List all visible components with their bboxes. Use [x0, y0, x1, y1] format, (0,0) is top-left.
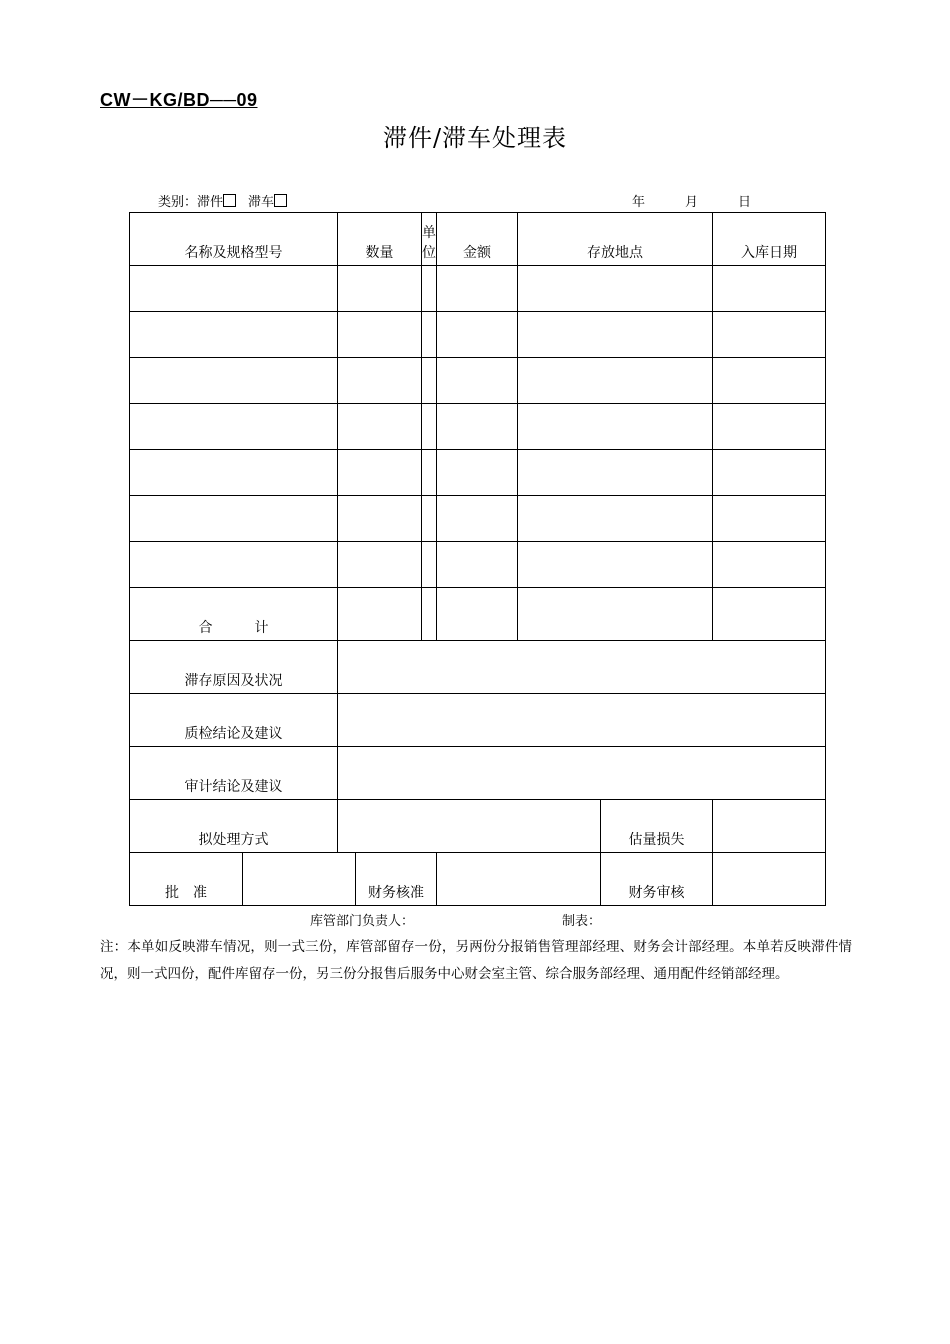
table-cell[interactable]	[437, 266, 518, 312]
note-text: 注：本单如反映滞车情况，则一式三份，库管部留存一份，另两份分报销售管理部经理、财务会计部经理。本单若反映滞件情况，则一式四份，配件库留存一份，另三份分报售后服务中心财会室主管、综合服务部经理、通用配件经销部经理。	[100, 939, 852, 982]
table-cell[interactable]	[130, 542, 338, 588]
table-cell[interactable]	[422, 358, 437, 404]
table-cell[interactable]	[338, 542, 422, 588]
qc-row	[130, 694, 826, 747]
header-quantity: 数量	[338, 213, 422, 266]
table-cell[interactable]	[437, 496, 518, 542]
table-cell[interactable]	[130, 312, 338, 358]
date-year: 年	[632, 195, 646, 210]
audit-label: 审计结论及建议	[130, 747, 338, 800]
total-cell[interactable]	[422, 588, 437, 641]
approval-row	[130, 853, 826, 906]
header-row	[130, 213, 826, 266]
reason-label: 滞存原因及状况	[130, 641, 338, 694]
table-cell[interactable]	[130, 450, 338, 496]
table-cell[interactable]	[437, 450, 518, 496]
table-cell[interactable]	[338, 404, 422, 450]
reason-field[interactable]	[338, 641, 826, 694]
total-cell[interactable]	[713, 588, 826, 641]
table-cell[interactable]	[518, 542, 713, 588]
finance-approve-field[interactable]	[437, 853, 601, 906]
option-part-label: 滞件	[197, 195, 224, 210]
total-cell[interactable]	[437, 588, 518, 641]
finance-review-field[interactable]	[713, 853, 826, 906]
table-cell[interactable]	[518, 496, 713, 542]
table-row	[130, 358, 826, 404]
table-cell[interactable]	[338, 496, 422, 542]
table-cell[interactable]	[437, 404, 518, 450]
total-cell[interactable]	[338, 588, 422, 641]
loss-field[interactable]	[713, 800, 826, 853]
table-cell[interactable]	[437, 312, 518, 358]
table-row	[130, 496, 826, 542]
header-unit: 单位	[422, 213, 437, 266]
date-month: 月	[685, 195, 699, 210]
table-cell[interactable]	[518, 404, 713, 450]
finance-review-label: 财务审核	[601, 853, 713, 906]
table-cell[interactable]	[338, 312, 422, 358]
table-cell[interactable]	[713, 266, 826, 312]
category-label: 类别：	[158, 195, 198, 210]
table-row	[130, 266, 826, 312]
disposal-table	[129, 212, 826, 906]
total-row	[130, 588, 826, 641]
audit-field[interactable]	[338, 747, 826, 800]
method-field[interactable]	[338, 800, 601, 853]
category-selector	[158, 191, 299, 210]
header-amount: 金额	[437, 213, 518, 266]
option-vehicle-label: 滞车	[248, 195, 275, 210]
table-cell[interactable]	[130, 404, 338, 450]
table-row	[130, 542, 826, 588]
table-cell[interactable]	[422, 450, 437, 496]
table-cell[interactable]	[422, 404, 437, 450]
date-day: 日	[738, 195, 752, 210]
table-cell[interactable]	[338, 450, 422, 496]
manager-signature: 库管部门负责人：	[310, 914, 415, 929]
table-cell[interactable]	[130, 266, 338, 312]
table-cell[interactable]	[713, 450, 826, 496]
method-label: 拟处理方式	[130, 800, 338, 853]
table-cell[interactable]	[422, 266, 437, 312]
option-vehicle-checkbox[interactable]	[274, 194, 287, 207]
table-cell[interactable]	[338, 266, 422, 312]
table-cell[interactable]	[437, 358, 518, 404]
option-part-checkbox[interactable]	[223, 194, 236, 207]
approve-label: 批 准	[130, 853, 243, 906]
reason-row	[130, 641, 826, 694]
table-cell[interactable]	[713, 496, 826, 542]
loss-label: 估量损失	[601, 800, 713, 853]
table-cell[interactable]	[437, 542, 518, 588]
audit-row	[130, 747, 826, 800]
table-cell[interactable]	[422, 496, 437, 542]
maker-signature: 制表：	[562, 914, 602, 929]
form-title: 滞件/滞车处理表	[382, 124, 568, 152]
table-cell[interactable]	[518, 312, 713, 358]
table-cell[interactable]	[518, 358, 713, 404]
header-storage-date: 入库日期	[713, 213, 826, 266]
table-cell[interactable]	[422, 312, 437, 358]
table-cell[interactable]	[713, 404, 826, 450]
table-cell[interactable]	[422, 542, 437, 588]
table-cell[interactable]	[130, 496, 338, 542]
finance-approve-label: 财务核准	[356, 853, 437, 906]
total-cell[interactable]	[518, 588, 713, 641]
approve-field[interactable]	[243, 853, 356, 906]
table-cell[interactable]	[518, 266, 713, 312]
form-code: CW－KG/BD──09	[100, 90, 258, 110]
qc-field[interactable]	[338, 694, 826, 747]
date-line	[632, 191, 791, 210]
table-cell[interactable]	[338, 358, 422, 404]
table-cell[interactable]	[713, 358, 826, 404]
table-row	[130, 312, 826, 358]
table-cell[interactable]	[518, 450, 713, 496]
table-cell[interactable]	[713, 312, 826, 358]
table-row	[130, 450, 826, 496]
qc-label: 质检结论及建议	[130, 694, 338, 747]
method-row	[130, 800, 826, 853]
table-cell[interactable]	[713, 542, 826, 588]
header-name-spec: 名称及规格型号	[130, 213, 338, 266]
table-row	[130, 404, 826, 450]
table-cell[interactable]	[130, 358, 338, 404]
header-location: 存放地点	[518, 213, 713, 266]
total-label: 合 计	[130, 588, 338, 641]
